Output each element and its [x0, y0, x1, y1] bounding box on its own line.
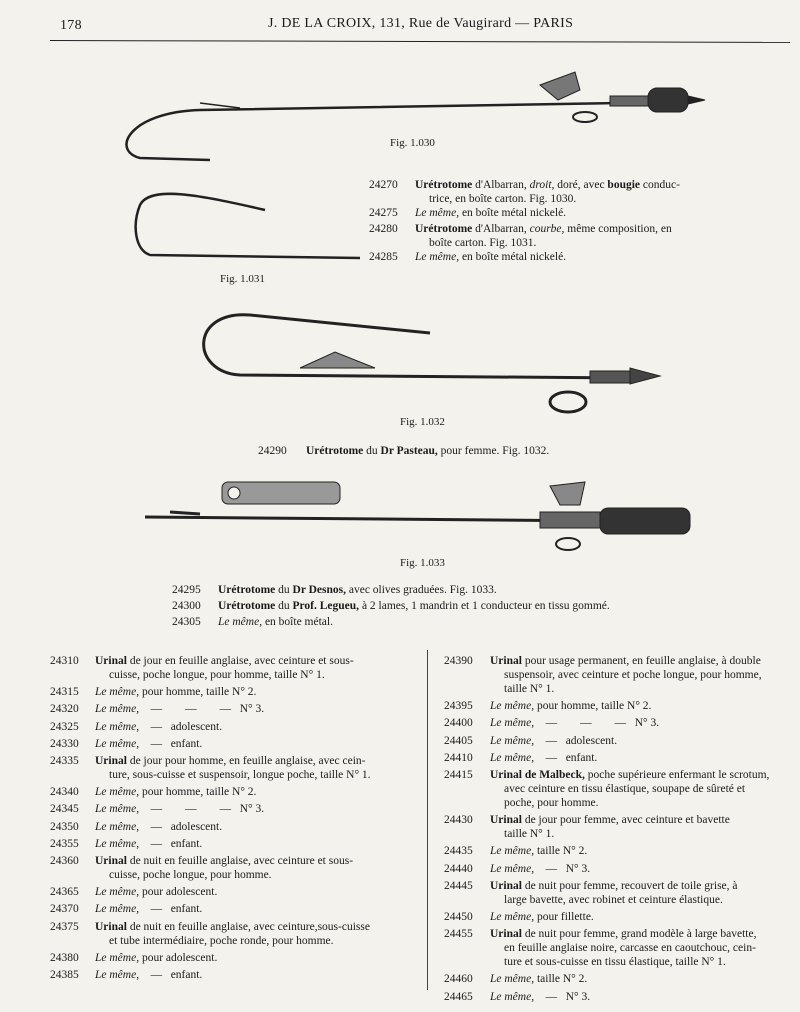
- entry-24400: 24400 Le même, — — — N° 3.: [444, 717, 660, 730]
- entry-24295: 24295 Urétrotome du Dr Desnos, avec olives graduées. Fig. 1033.: [172, 584, 497, 596]
- illustration-fig-1033: [145, 482, 690, 550]
- entry-24450: 24450 Le même, pour fillette.: [444, 911, 594, 923]
- fig-1030-caption: Fig. 1.030: [390, 137, 435, 149]
- entry-24360: 24360 Urinal de nuit en feuille anglaise, avec ceinture et sous- cuisse, poche longue, pour homme.: [50, 855, 354, 881]
- entry-24305: 24305 Le même, en boîte métal.: [172, 616, 333, 628]
- fig-1033-caption: Fig. 1.033: [400, 557, 445, 569]
- entry-24430: 24430 Urinal de jour pour femme, avec ceinture et bavette taille N° 1.: [444, 814, 730, 841]
- illustration-fig-1031: [136, 194, 360, 258]
- entry-24355: 24355 Le même, — enfant.: [50, 837, 203, 850]
- entry-24340: 24340 Le même, pour homme, taille N° 2.: [50, 786, 257, 799]
- entry-24300: 24300 Urétrotome du Prof. Legueu, à 2 lames, 1 mandrin et 1 conducteur en tissu gommé.: [172, 600, 610, 612]
- entry-24325: 24325 Le même, — adolescent.: [50, 720, 223, 733]
- entry-24330: 24330 Le même, — enfant.: [50, 737, 203, 750]
- entry-24285: 24285 Le même, en boîte métal nickelé.: [369, 251, 567, 263]
- entry-24375: 24375 Urinal de nuit en feuille anglaise, avec ceinture,sous-cuisse et tube intermédiaire, poche ronde, pour homme.: [50, 920, 370, 947]
- entry-24460: 24460 Le même, taille N° 2.: [444, 973, 588, 986]
- entry-24435: 24435 Le même, taille N° 2.: [444, 845, 588, 858]
- entry-24310: 24310 Urinal de jour en feuille anglaise, avec ceinture et sous- cuisse, poche longue, pour homme, taille N° 1.: [50, 655, 354, 681]
- page-number: 178: [60, 18, 82, 33]
- entry-24405: 24405 Le même, — adolescent.: [444, 734, 618, 747]
- entry-24270: 24270 Urétrotome d'Albarran, droit, doré, avec bougie conduc- trice, en boîte carton. Fig. 1030.: [369, 179, 680, 205]
- entry-24290: 24290 Urétrotome du Dr Pasteau, pour femme. Fig. 1032.: [258, 445, 550, 457]
- illustration-fig-1032: [204, 315, 660, 412]
- entry-24335: 24335 Urinal de jour pour homme, en feuille anglaise, avec cein- ture, sous-cuisse et suspensoir, longue poche, taille N° 1.: [50, 755, 371, 781]
- entry-24440: 24440 Le même, — N° 3.: [444, 862, 591, 875]
- fig-1032-caption: Fig. 1.032: [400, 416, 445, 428]
- entry-24410: 24410 Le même, — enfant.: [444, 751, 598, 764]
- column-divider: [427, 650, 428, 990]
- entry-24320: 24320 Le même, — — — N° 3.: [50, 703, 265, 716]
- entry-24445: 24445 Urinal de nuit pour femme, recouvert de toile grise, à large bavette, avec robinet et ceinture élastique.: [444, 879, 738, 906]
- entry-24380: 24380 Le même, pour adolescent.: [50, 951, 218, 964]
- entry-24390: 24390 Urinal pour usage permanent, en feuille anglaise, à double suspensoir, avec ceinture et poche longue, pour homme, taille N° 1.: [444, 655, 762, 695]
- entry-24415: 24415 Urinal de Malbeck, poche supérieure enfermant le scrotum, avec ceinture en tissu élastique, soupape de sûreté et poche, pour homme.: [444, 769, 770, 809]
- entry-24275: 24275 Le même, en boîte métal nickelé.: [369, 207, 567, 219]
- entry-24280: 24280 Urétrotome d'Albarran, courbe, même composition, en boîte carton. Fig. 1031.: [369, 223, 672, 249]
- entry-24465: 24465 Le même, — N° 3.: [444, 990, 591, 1003]
- entry-24350: 24350 Le même, — adolescent.: [50, 820, 223, 833]
- fig-1031-caption: Fig. 1.031: [220, 273, 265, 285]
- entry-24385: 24385 Le même, — enfant.: [50, 969, 203, 981]
- entry-24455: 24455 Urinal de nuit pour femme, grand modèle à large bavette, en feuille anglaise noire, carcasse en caoutchouc, cein- ture et sous-cuisse en tissu élastique, taille N° 1.: [444, 928, 757, 969]
- entry-24345: 24345 Le même, — — — N° 3.: [50, 803, 265, 816]
- company-header: J. DE LA CROIX, 131, Rue de Vaugirard — PARIS: [268, 16, 574, 31]
- entry-24395: 24395 Le même, pour homme, taille N° 2.: [444, 700, 652, 713]
- entry-24365: 24365 Le même, pour adolescent.: [50, 886, 218, 899]
- entry-24315: 24315 Le même, pour homme, taille N° 2.: [50, 686, 257, 699]
- entry-24370: 24370 Le même, — enfant.: [50, 903, 203, 916]
